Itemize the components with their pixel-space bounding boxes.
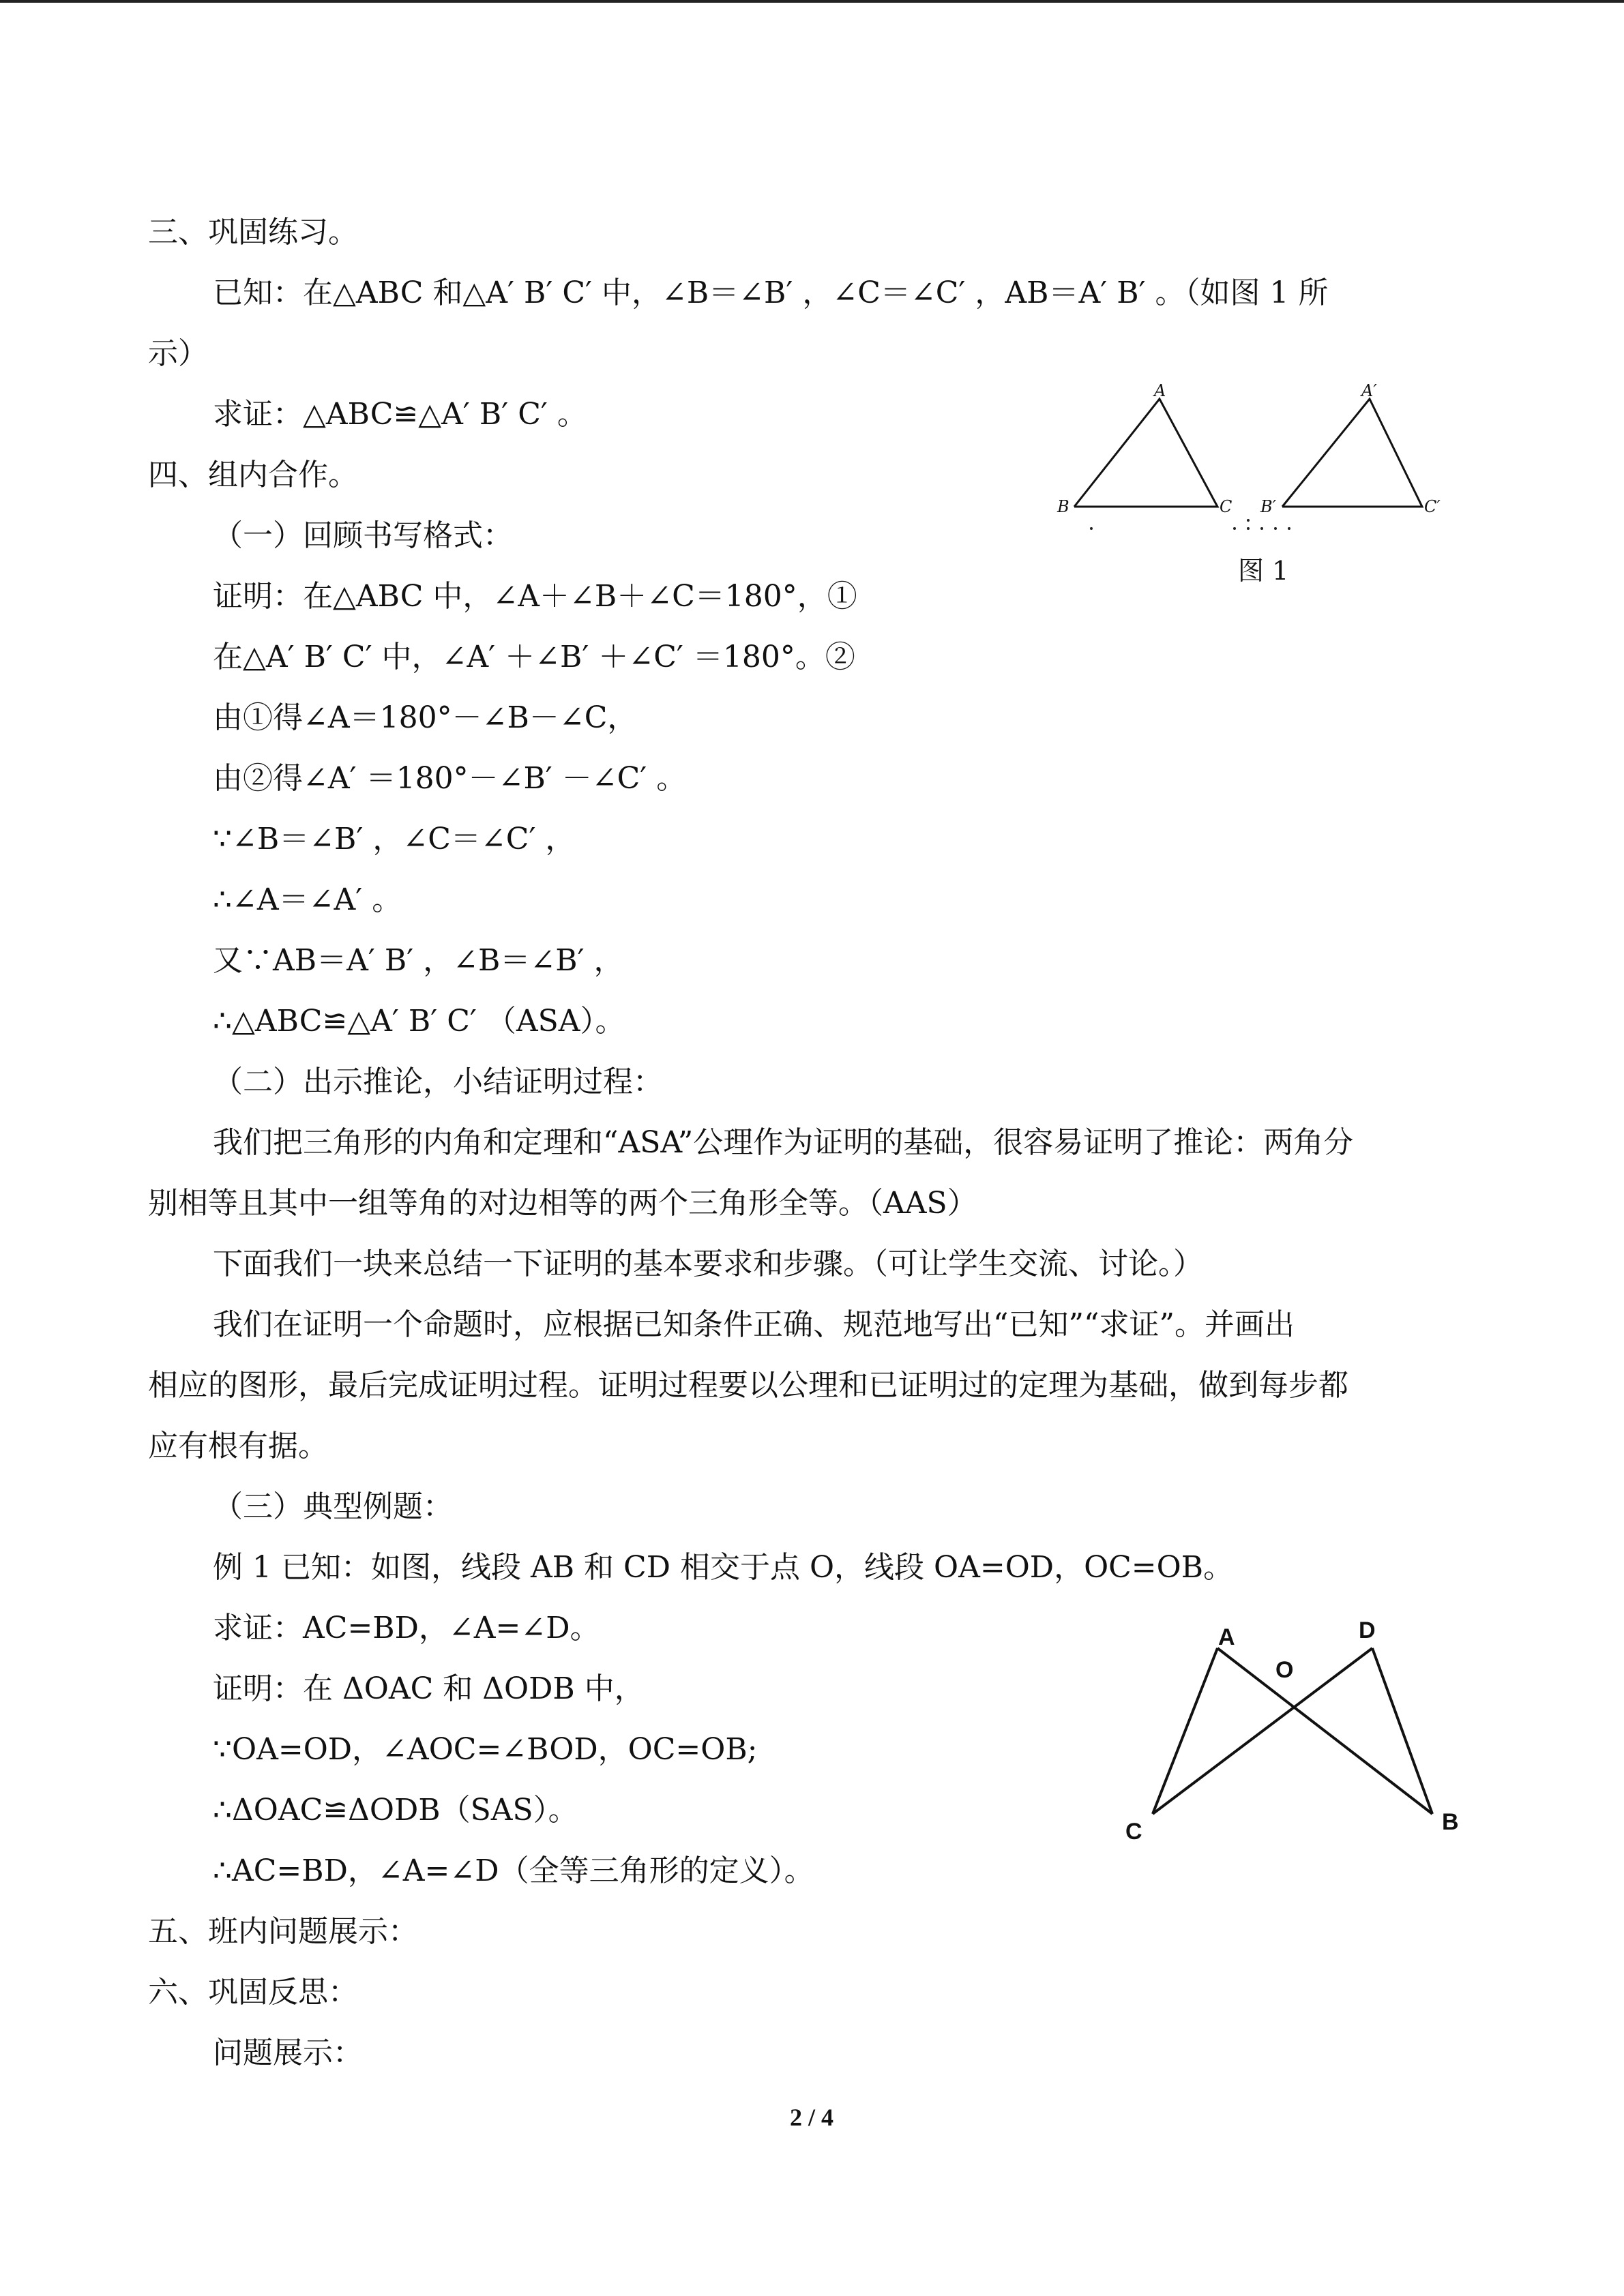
segment-ab — [1217, 1648, 1432, 1814]
example-proof-line-3: ∴ΔOAC≌ΔODB（SAS）。 — [213, 1793, 578, 1828]
proof-conclusion: ∴△ABC≌△A′ B′ C′ （ASA）。 — [213, 1004, 625, 1039]
section-4-heading: 四、组内合作。 — [148, 458, 358, 492]
subsection-3-heading: （三）典型例题： — [213, 1489, 453, 1524]
fig1-label-a-prime: A′ — [1361, 381, 1377, 400]
figure-1-caption: 图 1 — [1238, 556, 1289, 586]
fig2-label-a: A — [1218, 1624, 1235, 1650]
paragraph-3-line-3: 应有根有据。 — [148, 1429, 328, 1463]
subsection-2-heading: （二）出示推论，小结证明过程： — [213, 1064, 663, 1099]
subsection-1-heading: （一）回顾书写格式： — [213, 518, 513, 553]
paragraph-2: 下面我们一块来总结一下证明的基本要求和步骤。（可让学生交流、讨论。） — [213, 1247, 1203, 1281]
section-5-heading: 五、班内问题展示： — [148, 1914, 418, 1949]
fig1-label-c: C — [1220, 497, 1232, 516]
proof-line-3: 由①得∠A＝180°－∠B－∠C， — [213, 700, 638, 735]
proof-line-7: 又∵AB＝A′ B′ ，∠B＝∠B′ ， — [213, 943, 624, 978]
figure-2-intersecting-segments — [1105, 1609, 1473, 1855]
given-statement-cont: 示） — [148, 336, 208, 371]
fig1-label-b-prime: B′ — [1260, 497, 1277, 516]
proof-line-6: ∴∠A＝∠A′ 。 — [213, 882, 402, 917]
fig2-label-o: O — [1275, 1657, 1294, 1683]
figure-1-triangles — [1044, 378, 1480, 542]
fig1-label-c-prime: C′ — [1424, 497, 1441, 516]
proof-line-1: 证明：在△ABC 中，∠A＋∠B＋∠C＝180°，① — [213, 579, 857, 614]
triangle-abc-prime — [1282, 399, 1422, 507]
fig2-label-b: B — [1442, 1809, 1459, 1835]
page-number: 2 / 4 — [789, 2104, 833, 2131]
paragraph-3-line-2: 相应的图形，最后完成证明过程。证明过程要以公理和已证明过的定理为基础，做到每步都 — [148, 1368, 1348, 1403]
proof-line-2: 在△A′ B′ C′ 中，∠A′ ＋∠B′ ＋∠C′ ＝180°。② — [213, 640, 855, 674]
fig2-label-d: D — [1359, 1617, 1376, 1643]
fig2-label-c: C — [1125, 1819, 1142, 1845]
example-prove: 求证：AC=BD，∠A=∠D。 — [213, 1611, 600, 1645]
fig1-label-b: B — [1057, 497, 1069, 516]
problem-display-label: 问题展示： — [213, 2036, 363, 2070]
top-border — [0, 0, 1624, 3]
section-3-heading: 三、巩固练习。 — [148, 215, 358, 250]
proof-line-4: 由②得∠A′ ＝180°－∠B′ －∠C′ 。 — [213, 761, 687, 796]
proof-line-5: ∵∠B＝∠B′ ，∠C＝∠C′ ， — [213, 822, 576, 856]
paragraph-1-line-1: 我们把三角形的内角和定理和“ASA”公理作为证明的基础，很容易证明了推论：两角分 — [213, 1125, 1354, 1160]
given-statement: 已知：在△ABC 和△A′ B′ C′ 中，∠B＝∠B′ ，∠C＝∠C′ ，AB＝A′ B′ 。（如图 1 所 — [213, 275, 1329, 310]
example-given: 例 1 已知：如图，线段 AB 和 CD 相交于点 O，线段 OA=OD，OC=OB。 — [213, 1550, 1234, 1585]
section-6-heading: 六、巩固反思： — [148, 1975, 358, 2010]
triangle-abc — [1074, 399, 1217, 507]
example-proof-line-1: 证明：在 ΔOAC 和 ΔODB 中， — [213, 1671, 645, 1706]
example-proof-line-2: ∵OA=OD，∠AOC=∠BOD，OC=OB; — [213, 1732, 758, 1767]
paragraph-3-line-1: 我们在证明一个命题时，应根据已知条件正确、规范地写出“已知”“求证”。并画出 — [213, 1307, 1295, 1342]
example-proof-line-4: ∴AC=BD，∠A=∠D（全等三角形的定义）。 — [213, 1853, 814, 1888]
prove-statement: 求证：△ABC≌△A′ B′ C′ 。 — [213, 397, 587, 432]
paragraph-1-line-2: 别相等且其中一组等角的对边相等的两个三角形全等。（AAS） — [148, 1186, 977, 1221]
fig1-label-a: A — [1154, 381, 1166, 400]
